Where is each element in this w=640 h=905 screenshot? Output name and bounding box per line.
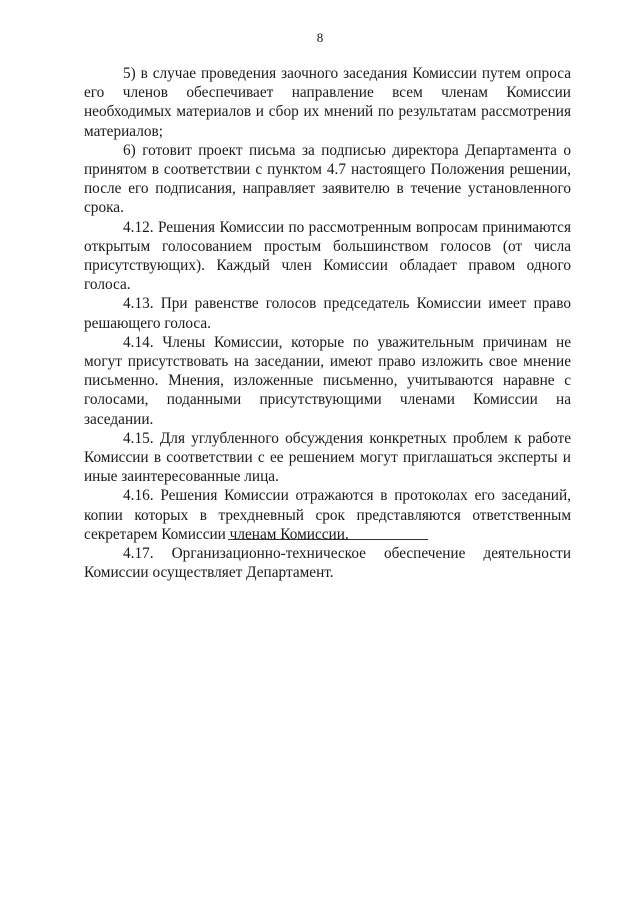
paragraph-4-16: 4.16. Решения Комиссии отражаются в протоколах его заседаний, копии которых в трехдневный срок представляются ответственным секретарем Комиссии членам Комиссии.: [84, 487, 571, 543]
paragraph-6: 6) готовит проект письма за подписью директора Департамента о принятом в соответствии с пунктом 4.7 настоящего Положения решении, после его подписания, направляет заявителю в течение установленного срока.: [84, 141, 571, 217]
paragraph-4-13: 4.13. При равенстве голосов председатель Комиссии имеет право решающего голоса.: [84, 295, 571, 332]
paragraph-5: 5) в случае проведения заочного заседания Комиссии путем опроса его членов обеспечивает направление всем членам Комиссии необходимых материалов и сбор их мнений по результатам рассмотрения материалов;: [84, 65, 571, 140]
end-divider-line: [228, 539, 428, 540]
paragraph-4-15: 4.15. Для углубленного обсуждения конкретных проблем к работе Комиссии в соответствии с ее решением могут приглашаться эксперты и иные заинтересованные лица.: [84, 429, 571, 486]
paragraph-4-17: 4.17. Организационно-техническое обеспечение деятельности Комиссии осуществляет Департамент.: [84, 545, 571, 582]
document-body: [84, 64, 571, 582]
page-number: 8: [316, 30, 324, 45]
paragraph-4-14: 4.14. Члены Комиссии, которые по уважительным причинам не могут присутствовать на заседании, имеют право изложить свое мнение письменно. Мнения, изложенные письменно, учитываются наравне с голосами, поданными присутствующими членами Комиссии на заседании.: [84, 333, 571, 428]
paragraph-4-12: 4.12. Решения Комиссии по рассмотренным вопросам принимаются открытым голосованием простым большинством голосов (от числа присутствующих). Каждый член Комиссии обладает правом одного голоса.: [84, 218, 571, 294]
